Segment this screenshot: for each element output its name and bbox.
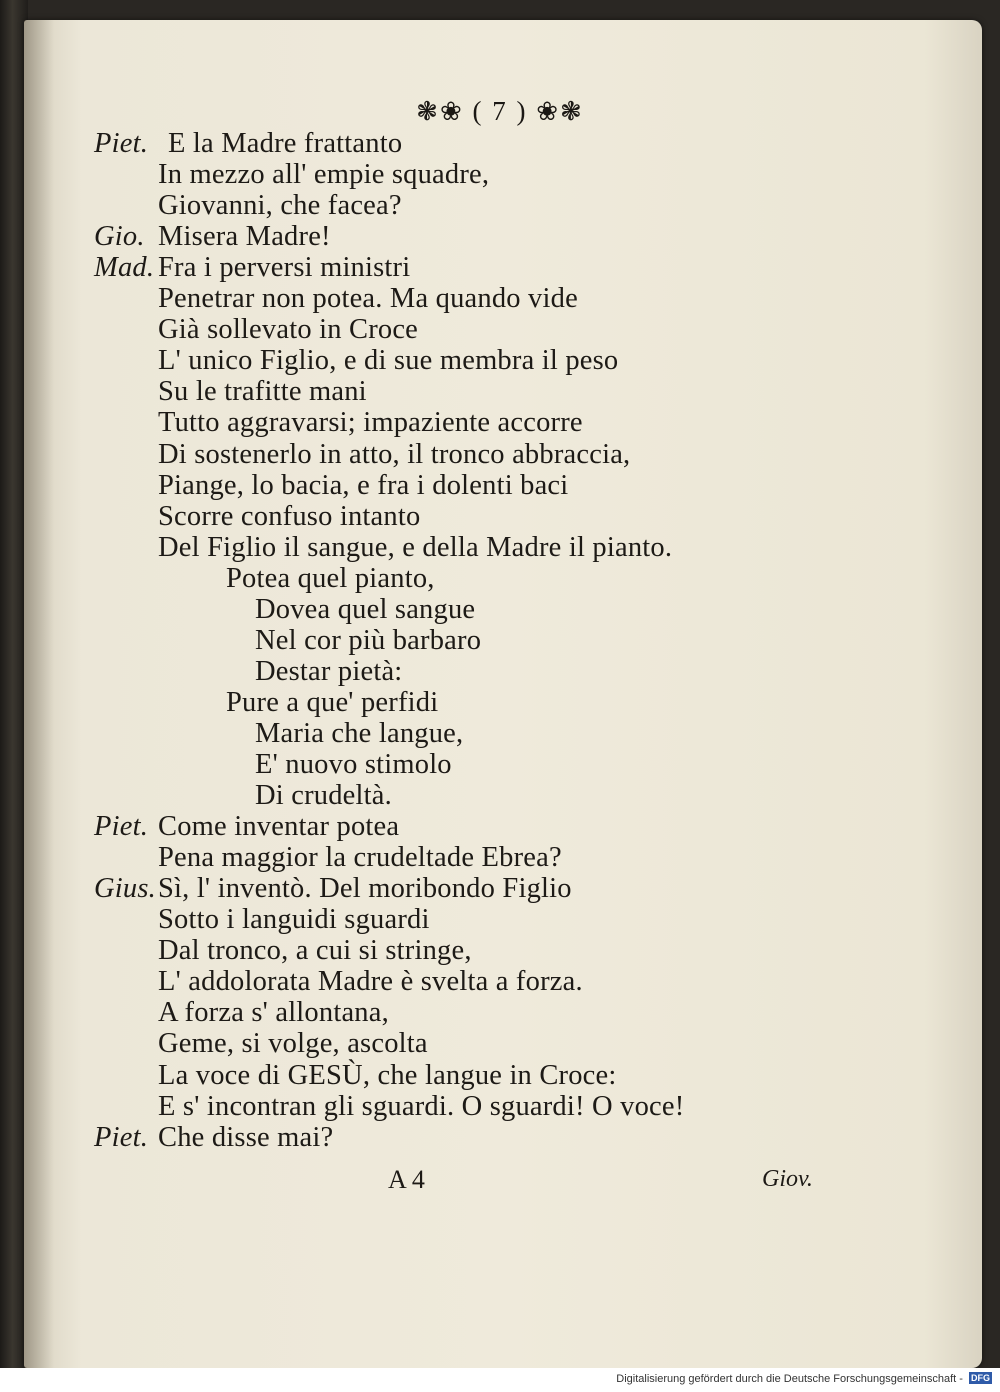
verse-line: Piange, lo bacia, e fra i dolenti baci (158, 470, 569, 501)
verse-line: Sotto i languidi sguardi (158, 904, 430, 935)
verse-line: In mezzo all' empie squadre, (158, 159, 490, 190)
gutter-shadow (24, 20, 54, 1368)
verse-line: La voce di GESÙ, che langue in Croce: (158, 1060, 617, 1091)
page-header (0, 96, 1000, 127)
verse-line: Di sostenerlo in atto, il tronco abbraccia, (158, 439, 631, 470)
verse-line: Che disse mai? (158, 1122, 334, 1153)
ornament-right-icon: ❀❃ (536, 97, 584, 126)
verse-line: Nel cor più barbaro (255, 625, 482, 656)
verse-line: Tutto aggravarsi; impaziente accorre (158, 407, 583, 438)
ornament-left-icon: ❃❀ (416, 97, 464, 126)
verse-line: Già sollevato in Croce (158, 314, 419, 345)
verse-line: Maria che langue, (255, 718, 464, 749)
verse-line: Pena maggior la crudeltade Ebrea? (158, 842, 562, 873)
verse-line: A forza s' allontana, (158, 997, 389, 1028)
digitization-notice (616, 1372, 992, 1385)
dfg-logo: DFG (971, 1373, 990, 1383)
verse-line: Potea quel pianto, (226, 563, 435, 594)
page-number: ( 7 ) (472, 96, 528, 126)
verse-line: Su le trafitte mani (158, 376, 367, 407)
verse-line: Penetrar non potea. Ma quando vide (158, 283, 578, 314)
verse-line: Destar pietà: (255, 656, 403, 687)
verse-line: L' unico Figlio, e di sue membra il peso (158, 345, 619, 376)
verse-line: Di crudeltà. (255, 780, 392, 811)
verse-line: L' addolorata Madre è svelta a forza. (158, 966, 583, 997)
catchword: Giov. (762, 1166, 813, 1192)
verse-line: Del Figlio il sangue, e della Madre il pianto. (158, 532, 673, 563)
speaker-label: Gio. (94, 221, 145, 252)
speaker-label: Mad. (94, 252, 155, 283)
verse-line: Giovanni, che facea? (158, 190, 402, 221)
verse-line: Dal tronco, a cui si stringe, (158, 935, 472, 966)
verse-line: Misera Madre! (158, 221, 331, 252)
printer-signature: A 4 (388, 1165, 425, 1194)
verse-line: Come inventar potea (158, 811, 400, 842)
verse-line: Dovea quel sangue (255, 594, 476, 625)
verse-line: Geme, si volge, ascolta (158, 1028, 428, 1059)
verse-line: Sì, l' inventò. Del moribondo Figlio (158, 873, 572, 904)
speaker-label: Gius. (94, 873, 156, 904)
digitization-notice-text: Digitalisierung gefördert durch die Deutsche Forschungsgemeinschaft - (616, 1373, 963, 1385)
verse-line: E s' incontran gli sguardi. O sguardi! O voce! (158, 1091, 685, 1122)
verse-line: Scorre confuso intanto (158, 501, 421, 532)
speaker-label: Piet. (94, 811, 149, 842)
speaker-label: Piet. (94, 1122, 149, 1153)
verse-line: Fra i perversi ministri (158, 252, 411, 283)
verse-line: E la Madre frattanto (168, 128, 403, 159)
verse-line: Pure a que' perfidi (226, 687, 439, 718)
speaker-label: Piet. (94, 128, 149, 159)
verse-line: E' nuovo stimolo (255, 749, 452, 780)
